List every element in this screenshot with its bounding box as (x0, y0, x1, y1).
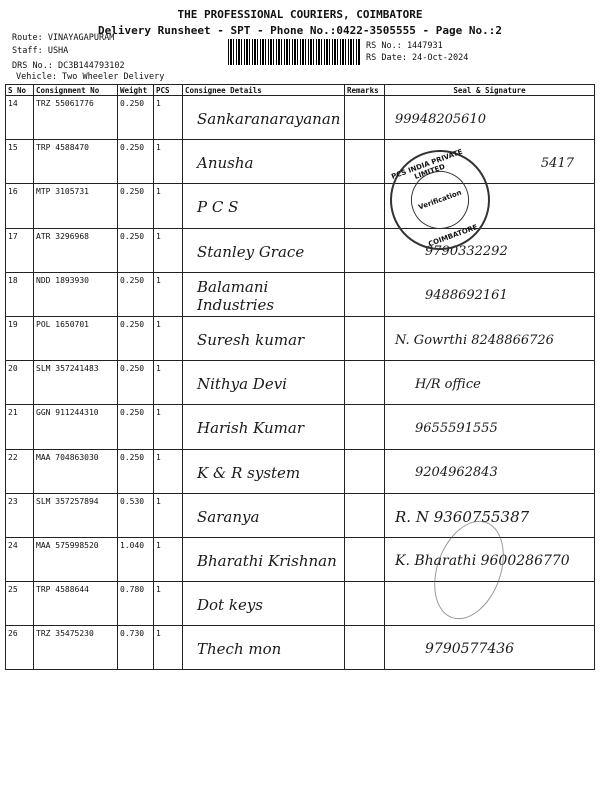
table-row (6, 537, 595, 581)
cell-weight: 0.250 (118, 228, 154, 272)
cell-consignment: TRZ 35475230 (34, 626, 118, 670)
cell-signature: H/R office (385, 361, 595, 405)
cell-weight: 0.250 (118, 272, 154, 316)
cell-sno: 23 (6, 493, 34, 537)
cell-consignee: Saranya (183, 493, 345, 537)
cell-weight: 0.780 (118, 582, 154, 626)
runsheet-table (5, 84, 595, 670)
cell-signature: 5417 (385, 140, 595, 184)
table-row (6, 272, 595, 316)
cell-pcs: 1 (154, 140, 183, 184)
cell-sno: 18 (6, 272, 34, 316)
cell-consignment: ATR 3296968 (34, 228, 118, 272)
cell-remarks (345, 361, 385, 405)
table-row (6, 316, 595, 360)
table-row (6, 626, 595, 670)
cell-consignee: P C S (183, 184, 345, 228)
cell-sno: 14 (6, 96, 34, 140)
cell-consignee: Harish Kumar (183, 405, 345, 449)
cell-consignee: Sankaranarayanan (183, 96, 345, 140)
cell-consignment: MAA 575998520 (34, 537, 118, 581)
col-signature: Seal & Signature (385, 85, 595, 96)
col-remarks: Remarks (345, 85, 385, 96)
cell-sno: 21 (6, 405, 34, 449)
cell-weight: 0.730 (118, 626, 154, 670)
col-consignee: Consignee Details (183, 85, 345, 96)
table-row (6, 493, 595, 537)
cell-signature: 9488692161 (385, 272, 595, 316)
cell-remarks (345, 626, 385, 670)
table-row (6, 582, 595, 626)
cell-pcs: 1 (154, 96, 183, 140)
rs-date: RS Date: 24-Oct-2024 (366, 53, 469, 63)
cell-sno: 26 (6, 626, 34, 670)
col-pcs: PCS (154, 85, 183, 96)
table-header-row (6, 85, 595, 96)
cell-consignment: TRP 4588644 (34, 582, 118, 626)
cell-pcs: 1 (154, 449, 183, 493)
cell-sno: 25 (6, 582, 34, 626)
cell-pcs: 1 (154, 582, 183, 626)
drs-label: DRS No.: DC3B144793102 (12, 61, 125, 71)
cell-weight: 0.250 (118, 184, 154, 228)
vehicle-label: Vehicle: Two Wheeler Delivery (16, 72, 165, 82)
cell-sno: 16 (6, 184, 34, 228)
cell-consignee: Stanley Grace (183, 228, 345, 272)
col-weight: Weight (118, 85, 154, 96)
cell-consignee: Thech mon (183, 626, 345, 670)
table-row (6, 184, 595, 228)
table-row (6, 140, 595, 184)
cell-sno: 20 (6, 361, 34, 405)
cell-sno: 22 (6, 449, 34, 493)
table-row (6, 228, 595, 272)
cell-remarks (345, 316, 385, 360)
cell-pcs: 1 (154, 493, 183, 537)
cell-remarks (345, 449, 385, 493)
cell-consignment: NDD 1893930 (34, 272, 118, 316)
cell-consignee: Balamani Industries (183, 272, 345, 316)
cell-weight: 0.530 (118, 493, 154, 537)
cell-weight: 1.040 (118, 537, 154, 581)
cell-pcs: 1 (154, 272, 183, 316)
col-sno: S No (6, 85, 34, 96)
cell-consignment: TRP 4588470 (34, 140, 118, 184)
table-row (6, 361, 595, 405)
cell-consignee: Anusha (183, 140, 345, 184)
table-row (6, 96, 595, 140)
cell-remarks (345, 405, 385, 449)
cell-remarks (345, 228, 385, 272)
cell-consignment: GGN 911244310 (34, 405, 118, 449)
cell-weight: 0.250 (118, 449, 154, 493)
cell-signature: 9790577436 (385, 626, 595, 670)
route-label: Route: VINAYAGAPURAM (12, 33, 115, 43)
cell-consignee: Dot keys (183, 582, 345, 626)
cell-remarks (345, 96, 385, 140)
cell-consignment: TRZ 55061776 (34, 96, 118, 140)
cell-remarks (345, 582, 385, 626)
stamp-top-text: PCS INDIA PRIVATE LIMITED (390, 147, 464, 182)
cell-weight: 0.250 (118, 96, 154, 140)
rs-number: RS No.: 1447931 (366, 41, 443, 51)
cell-signature: R. N 9360755387 (385, 493, 595, 537)
cell-signature: 99948205610 (385, 96, 595, 140)
cell-signature: 9655591555 (385, 405, 595, 449)
cell-signature: K. Bharathi 9600286770 (385, 537, 595, 581)
cell-sno: 17 (6, 228, 34, 272)
cell-remarks (345, 140, 385, 184)
cell-weight: 0.250 (118, 316, 154, 360)
cell-consignment: POL 1650701 (34, 316, 118, 360)
cell-pcs: 1 (154, 405, 183, 449)
cell-pcs: 1 (154, 537, 183, 581)
stamp-center-text: Verification (417, 188, 463, 212)
cell-signature: N. Gowrthi 8248866726 (385, 316, 595, 360)
col-consignment: Consignment No (34, 85, 118, 96)
cell-consignee: Bharathi Krishnan (183, 537, 345, 581)
cell-pcs: 1 (154, 184, 183, 228)
cell-pcs: 1 (154, 228, 183, 272)
cell-consignment: SLM 357241483 (34, 361, 118, 405)
staff-label: Staff: USHA (12, 46, 69, 56)
table-row (6, 449, 595, 493)
cell-pcs: 1 (154, 626, 183, 670)
stamp-bottom-text: COIMBATORE (427, 223, 479, 249)
cell-consignment: SLM 357257894 (34, 493, 118, 537)
cell-remarks (345, 184, 385, 228)
cell-weight: 0.250 (118, 361, 154, 405)
cell-remarks (345, 493, 385, 537)
cell-weight: 0.250 (118, 140, 154, 184)
company-title: THE PROFESSIONAL COURIERS, COIMBATORE (177, 8, 423, 21)
cell-signature: 9204962843 (385, 449, 595, 493)
cell-remarks (345, 537, 385, 581)
runsheet-subtitle: Delivery Runsheet - SPT - Phone No.:0422-3505555 - Page No.:2 (98, 24, 502, 37)
cell-consignment: MTP 3105731 (34, 184, 118, 228)
cell-signature: 9790332292 (385, 228, 595, 272)
cell-consignment: MAA 704863030 (34, 449, 118, 493)
cell-sno: 15 (6, 140, 34, 184)
cell-consignee: Suresh kumar (183, 316, 345, 360)
cell-consignee: Nithya Devi (183, 361, 345, 405)
cell-sno: 24 (6, 537, 34, 581)
cell-consignee: K & R system (183, 449, 345, 493)
barcode (228, 39, 360, 65)
cell-weight: 0.250 (118, 405, 154, 449)
cell-remarks (345, 272, 385, 316)
cell-sno: 19 (6, 316, 34, 360)
table-row (6, 405, 595, 449)
cell-pcs: 1 (154, 361, 183, 405)
cell-pcs: 1 (154, 316, 183, 360)
